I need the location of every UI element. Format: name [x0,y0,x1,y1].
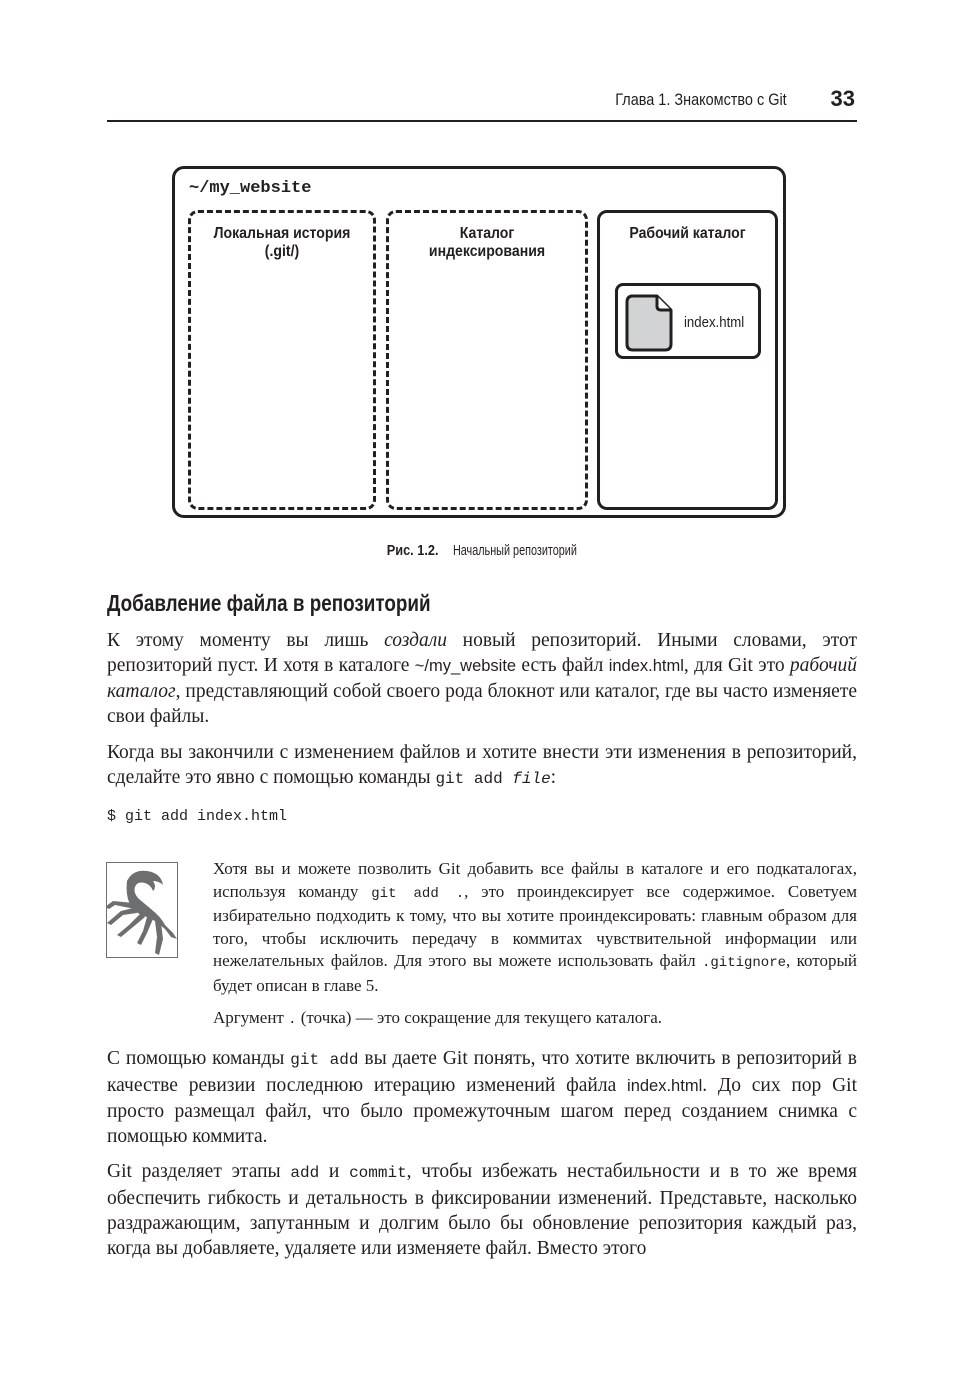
running-title: Глава 1. Знакомство с Git [615,90,787,109]
text: (точка) — это сокращение для текущего каталога. [296,1008,662,1027]
file-term: index.html [608,657,684,675]
inline-code: add [290,1164,320,1182]
text: вы даете Git понять, что хотите включить в репозиторий в качестве ревизии последнюю итерацию изменений файла [107,1048,857,1096]
emphasis: создали [384,630,447,651]
emphasis: рабочий каталог [107,655,858,702]
pane-label: Каталог индексирования [428,225,546,260]
pane-label-line: Локальная история [213,225,351,242]
path-term: ~/my_website [414,657,517,675]
file-card [615,283,761,359]
file-name: index.html [684,314,745,331]
inline-code: commit [349,1164,407,1182]
repository-diagram [172,166,786,518]
note-paragraph [213,858,857,997]
text: , который будет описан в главе 5. [213,951,857,995]
text: Когда вы закончили с изменением файлов и хотите внести эти изменения в репозиторий, сделайте это явно с помощью команды [107,742,857,788]
text: новый репозиторий. Иными словами, этот репозиторий пуст. И хотя в каталоге [107,630,857,676]
caption-text: Начальный репозиторий [452,542,577,559]
file-term: index.html [627,1077,703,1095]
staging-area-pane [386,210,588,510]
text: Git разделяет этапы [107,1161,291,1182]
figure-caption [0,542,974,559]
text: , представляющий собой своего рода блокнот или каталог, где вы часто изменяете свои файлы. [107,681,857,727]
file-icon [625,294,673,352]
text: : [550,767,557,788]
scorpion-icon [106,862,178,958]
paragraph [107,1046,857,1149]
page-number: 33 [830,86,855,111]
text: Аргумент [213,1008,289,1027]
pane-label [202,225,362,261]
inline-code: . [288,1012,297,1028]
inline-code: .gitignore [702,955,787,971]
paragraph [107,740,857,792]
section-heading: Добавление файла в репозиторий [107,590,431,616]
inline-code: git add [435,770,513,788]
paragraph [107,1159,857,1261]
pane-label-line: (.git/) [264,243,300,260]
inline-code: git add . [371,885,465,902]
local-history-pane [188,210,376,510]
pane-label: Рабочий каталог [629,225,746,242]
inline-code-italic: file [512,770,551,788]
note-paragraph [213,1007,857,1032]
code-block: $ git add index.html [107,808,288,825]
text: К этому моменту вы лишь [107,630,385,651]
working-directory-pane [597,210,778,510]
text: С помощью команды [107,1048,291,1069]
text: , для Git это [683,655,790,676]
caption-number: Рис. 1.2. [386,542,439,559]
scorpion-graphic [107,863,177,957]
root-path-label: ~/my_website [189,179,312,198]
text: , чтобы избежать нестабильности и в то же время обеспечить гибкость и детальность в фиксировании изменений. Представьте, насколько раздражающим, запутанным и долгим было бы обновление репозитория каждый раз, когда вы добавляете, удаляете или изменяете файл. Вместо этого [107,1161,858,1259]
text: . До сих пор Git просто размещал файл, что было промежуточным шагом перед созданием снимка с помощью коммита. [107,1075,857,1147]
text: есть файл [516,655,609,676]
paragraph [107,628,857,729]
text: и [319,1161,350,1182]
running-header [107,84,857,122]
inline-code: git add [290,1051,359,1069]
text: Хотя вы и можете позволить Git добавить все файлы в каталоге и его подкаталогах, используя команду [213,859,857,901]
text: , это проиндексирует все содержимое. Советуем избирательно подходить к тому, что вы хотите проиндексировать: главным образом для того, чтобы исключить передачу в коммитах чувствительной информации или нежелательных файлов. Для этого вы можете использовать файл [213,881,858,970]
